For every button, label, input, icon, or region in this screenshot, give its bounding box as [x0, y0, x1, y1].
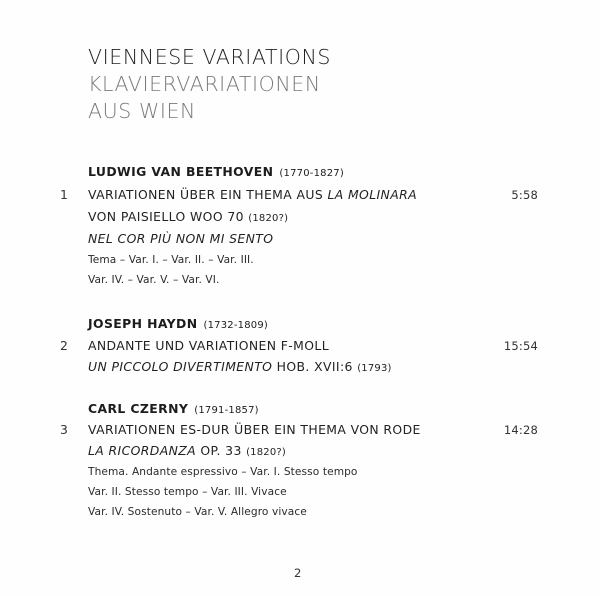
composer-name: LUDWIG VAN BEETHOVEN: [88, 164, 274, 179]
work-text: ANDANTE UND VARIATIONEN F-MOLL: [88, 338, 330, 353]
composer-haydn: [88, 316, 268, 331]
movement-list-line: Var. IV. Sostenuto – Var. V. Allegro vivace: [88, 506, 307, 518]
page-number: 2: [294, 566, 302, 580]
track-duration: 5:58: [511, 188, 538, 202]
track-number: 3: [60, 422, 68, 437]
composer-czerny: [88, 401, 259, 416]
work-italic-text: LA MOLINARA: [327, 187, 417, 202]
album-title: [88, 44, 331, 125]
work-title-line: [88, 443, 286, 458]
track-duration: 14:28: [503, 423, 538, 437]
work-title-line: [88, 359, 392, 374]
movement-list-line: Var. II. Stesso tempo – Var. III. Vivace: [88, 486, 287, 498]
work-title-line: [88, 422, 421, 437]
movement-list-line: Thema. Andante espressivo – Var. I. Stesso tempo: [88, 466, 358, 478]
title-german-line2: AUS WIEN: [88, 99, 196, 123]
work-title-line: [88, 231, 273, 246]
composer-dates: (1770-1827): [279, 168, 344, 179]
work-year: (1793): [357, 363, 392, 374]
composer-beethoven: [88, 164, 344, 179]
composer-name: JOSEPH HAYDN: [88, 316, 198, 331]
work-italic-text: UN PICCOLO DIVERTIMENTO: [88, 359, 273, 374]
composer-dates: (1791-1857): [194, 405, 259, 416]
work-text: OP. 33: [196, 443, 247, 458]
work-text: VON PAISIELLO WOO 70: [88, 209, 249, 224]
movement-list-line: Var. IV. – Var. V. – Var. VI.: [88, 274, 220, 286]
work-title-line: [88, 209, 288, 224]
work-title-line: [88, 338, 329, 353]
movement-list-line: Tema – Var. I. – Var. II. – Var. III.: [88, 254, 254, 266]
track-number: 1: [60, 187, 68, 202]
work-year: (1820?): [248, 213, 289, 224]
work-title-line: [88, 187, 417, 202]
composer-name: CARL CZERNY: [88, 401, 189, 416]
track-duration: 15:54: [503, 339, 538, 353]
composer-dates: (1732-1809): [203, 320, 269, 331]
work-text: VARIATIONEN ES-DUR ÜBER EIN THEMA VON RODE: [88, 422, 421, 437]
work-italic-text: LA RICORDANZA: [88, 443, 197, 458]
track-number: 2: [60, 338, 68, 353]
title-german-line1: KLAVIERVARIATIONEN: [88, 72, 321, 96]
title-english: VIENNESE VARIATIONS: [88, 45, 332, 69]
work-italic-text: NEL COR PIÙ NON MI SENTO: [88, 231, 274, 246]
work-text: VARIATIONEN ÜBER EIN THEMA AUS: [88, 187, 328, 202]
work-text: HOB. XVII:6: [272, 359, 358, 374]
work-year: (1820?): [246, 447, 287, 458]
